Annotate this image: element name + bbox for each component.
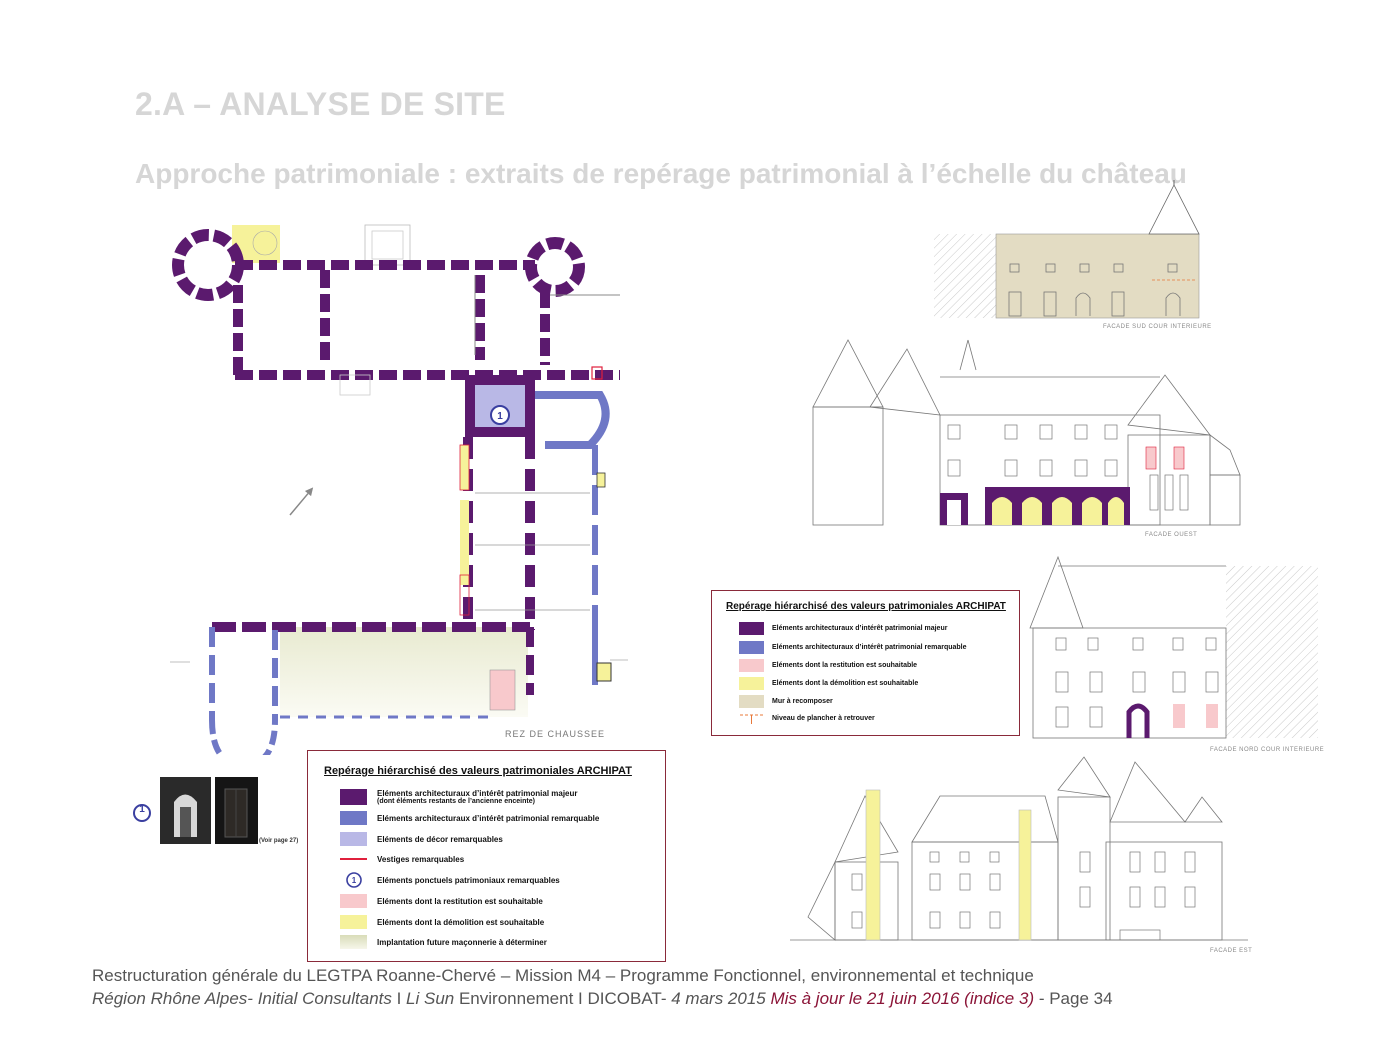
legend-label: Implantation future maçonnerie à déterminer — [377, 937, 547, 947]
legend-right — [711, 590, 1020, 736]
elevation-west — [800, 335, 1245, 530]
photo-door — [215, 777, 258, 844]
legend-left-row — [340, 915, 544, 929]
legend-swatch — [340, 894, 367, 908]
legend-swatch — [340, 811, 367, 825]
legend-swatch — [340, 832, 367, 846]
footer-env: Environnement I DICOBAT- — [454, 989, 672, 1008]
elevation-label-east: FACADE EST — [1210, 948, 1253, 954]
marker-circle-icon — [345, 871, 363, 889]
elevation-label-west: FACADE OUEST — [1145, 532, 1198, 538]
legend-label: Eléments dont la restitution est souhaitable — [377, 896, 543, 906]
legend-label: Eléments ponctuels patrimoniaux remarquables — [377, 875, 560, 885]
legend-label: Eléments dont la démolition est souhaitable — [377, 917, 545, 927]
legend-swatch — [739, 677, 764, 690]
legend-right-title: Repérage hiérarchisé des valeurs patrimoniales ARCHIPAT — [726, 601, 1006, 612]
legend-left-row — [340, 852, 464, 866]
footer-line-1: Restructuration générale du LEGTPA Roanne-Chervé – Mission M4 – Programme Fonctionnel, environnemental et technique — [92, 966, 1034, 985]
legend-label: Eléments dont la démolition est souhaitable — [772, 680, 919, 687]
footer-region: Région Rhône Alpes- Initial Consultants — [92, 989, 392, 1008]
legend-right-row — [739, 677, 918, 690]
page-subtitle: Approche patrimoniale : extraits de repérage patrimonial à l’échelle du château — [135, 158, 1187, 189]
legend-label: Mur à recomposer — [772, 698, 833, 705]
legend-label: Vestiges remarquables — [377, 854, 465, 864]
legend-label: Eléments architecturaux d’intérêt patrimonial remarquable — [377, 813, 600, 823]
elevation-label-south: FACADE SUD COUR INTERIEURE — [1103, 324, 1212, 330]
elevation-south-court — [934, 180, 1204, 320]
legend-right-row — [739, 659, 917, 672]
legend-sublabel: (dont éléments restants de l’ancienne enceinte) — [377, 798, 535, 805]
legend-left-row — [340, 811, 599, 825]
legend-left-title: Repérage hiérarchisé des valeurs patrimoniales ARCHIPAT — [324, 765, 632, 777]
footer-update: Mis à jour le 21 juin 2016 (indice 3) — [765, 989, 1035, 1008]
svg-text:1: 1 — [497, 411, 503, 422]
footer-date: 4 mars 2015 — [671, 989, 766, 1008]
elevation-north-court — [1028, 552, 1323, 742]
legend-swatch — [340, 915, 367, 929]
legend-left — [307, 750, 666, 962]
page-title: 2.A – ANALYSE DE SITE — [135, 86, 506, 122]
elevation-east — [790, 752, 1250, 947]
legend-swatch — [739, 622, 764, 635]
legend-label: Eléments architecturaux d’intérêt patrimonial majeur — [772, 625, 948, 632]
legend-right-row — [739, 695, 833, 708]
legend-label: Eléments de décor remarquables — [377, 834, 503, 844]
legend-right-row — [739, 712, 875, 725]
footer-separator: I — [391, 989, 407, 1008]
legend-swatch — [739, 641, 764, 654]
legend-line-swatch — [340, 858, 367, 860]
ground-floor-plan — [150, 215, 630, 755]
legend-label: Eléments dont la restitution est souhaitable — [772, 662, 918, 669]
legend-right-row — [739, 641, 967, 654]
see-page-ref: (Voir page 27) — [259, 838, 299, 844]
legend-label: Eléments architecturaux d’intérêt patrimonial remarquable — [772, 644, 967, 651]
legend-swatch — [340, 789, 367, 805]
legend-swatch — [739, 695, 764, 708]
legend-left-row — [340, 832, 503, 846]
svg-text:1: 1 — [351, 876, 356, 885]
legend-label: Eléments architecturaux d’intérêt patrimonial majeur — [377, 789, 578, 798]
legend-swatch — [340, 935, 367, 949]
legend-right-row — [739, 622, 947, 635]
marker-number: 1 — [139, 804, 145, 815]
legend-swatch — [739, 659, 764, 672]
footer-lisun: Li Sun — [406, 989, 455, 1008]
legend-left-row — [340, 871, 560, 889]
footer-line-2 — [92, 989, 1113, 1009]
legend-label: Niveau de plancher à retrouver — [772, 715, 875, 722]
footer-page: - Page 34 — [1034, 989, 1113, 1008]
legend-left-row — [340, 894, 543, 908]
legend-left-row — [340, 789, 578, 805]
legend-left-row — [340, 935, 547, 949]
floor-level-icon — [739, 712, 764, 725]
plan-caption: REZ DE CHAUSSEE — [505, 729, 606, 739]
photo-arch — [160, 777, 211, 844]
elevation-label-north: FACADE NORD COUR INTERIEURE — [1210, 747, 1325, 753]
